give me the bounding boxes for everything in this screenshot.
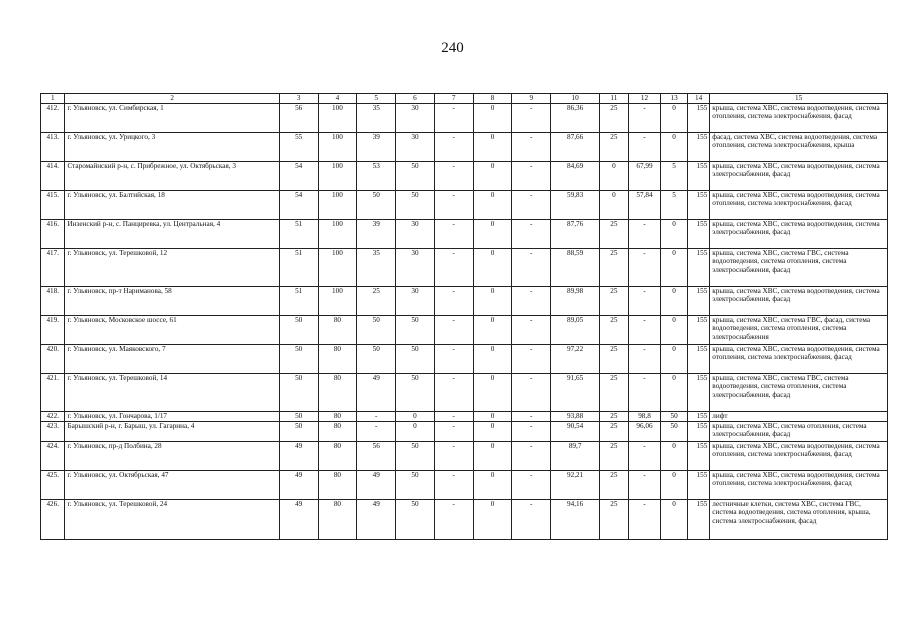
table-cell: 25 (600, 411, 629, 421)
table-cell: 155 (687, 315, 709, 344)
header-cell: 10 (551, 94, 600, 104)
table-cell: - (434, 344, 473, 373)
header-cell: 1 (41, 94, 65, 104)
table-cell: 35 (357, 103, 396, 132)
table-cell: 25 (600, 499, 629, 539)
table-cell: 0 (473, 470, 512, 499)
table-cell: 155 (687, 470, 709, 499)
table-cell: 50 (396, 190, 435, 219)
table-cell: 100 (318, 286, 357, 315)
table-cell: - (512, 286, 551, 315)
header-cell: 3 (279, 94, 318, 104)
table-cell: 67,99 (628, 161, 661, 190)
table-cell: - (512, 499, 551, 539)
address-cell: Инзенский р-н, с. Панциревка, ул. Центральная, 4 (65, 219, 279, 248)
table-cell: 50 (357, 344, 396, 373)
address-cell: г. Ульяновск, ул. Терешковой, 24 (65, 499, 279, 539)
table-cell: 50 (396, 499, 435, 539)
table-cell: 30 (396, 219, 435, 248)
header-cell: 13 (661, 94, 688, 104)
table-cell: 155 (687, 344, 709, 373)
table-cell: - (512, 373, 551, 411)
table-row (41, 373, 888, 411)
table-cell: 93,88 (551, 411, 600, 421)
table-cell: - (628, 248, 661, 286)
table-cell: - (512, 161, 551, 190)
table-cell: 49 (279, 499, 318, 539)
table-row (41, 470, 888, 499)
table-cell: 90,54 (551, 421, 600, 441)
table-cell: 50 (279, 421, 318, 441)
table-cell: 155 (687, 411, 709, 421)
table-cell: 0 (473, 132, 512, 161)
table-cell: - (628, 499, 661, 539)
table-cell: - (512, 103, 551, 132)
table-cell: - (512, 190, 551, 219)
table-cell: - (434, 248, 473, 286)
table-cell: 155 (687, 190, 709, 219)
table-cell: - (434, 190, 473, 219)
table-cell: 25 (600, 421, 629, 441)
table-cell: 97,22 (551, 344, 600, 373)
table-cell: 0 (473, 286, 512, 315)
page-number: 240 (441, 40, 464, 56)
table-cell: 5 (661, 161, 688, 190)
works-cell: крыша, система ХВС, система водоотведения, система отопления, система электроснабжения, фасад (710, 190, 888, 219)
table-cell: 155 (687, 103, 709, 132)
table-cell: - (512, 315, 551, 344)
works-cell: крыша, система ХВС, система ГВС, система водоотведения, система отопления, система электроснабжения, фасад (710, 248, 888, 286)
table-cell: 50 (279, 373, 318, 411)
header-cell: 8 (473, 94, 512, 104)
table-cell: 100 (318, 190, 357, 219)
table-cell: 53 (357, 161, 396, 190)
table-cell: 100 (318, 219, 357, 248)
table-cell: 25 (600, 286, 629, 315)
table-cell: 54 (279, 190, 318, 219)
header-cell: 14 (687, 94, 709, 104)
table-cell: 80 (318, 421, 357, 441)
table-cell: 25 (600, 132, 629, 161)
table-cell: 100 (318, 161, 357, 190)
table-cell: - (512, 411, 551, 421)
table-cell: 51 (279, 219, 318, 248)
table-cell: 50 (396, 344, 435, 373)
table-cell: 50 (396, 373, 435, 411)
table-cell: 49 (279, 470, 318, 499)
table-row (41, 411, 888, 421)
table-cell: - (628, 470, 661, 499)
table-cell: 88,59 (551, 248, 600, 286)
table-cell: 51 (279, 286, 318, 315)
table-cell: - (434, 373, 473, 411)
works-cell: крыша, система ХВС, система водоотведения, система отопления, система электроснабжения, фасад (710, 344, 888, 373)
row-number-cell: 423. (41, 421, 65, 441)
table-cell: 50 (396, 441, 435, 470)
address-cell: г. Ульяновск, Московское шоссе, 61 (65, 315, 279, 344)
table-cell: 155 (687, 248, 709, 286)
header-cell: 12 (628, 94, 661, 104)
table-cell: 0 (661, 373, 688, 411)
table-cell: 39 (357, 132, 396, 161)
table-cell: 0 (473, 103, 512, 132)
table-cell: 0 (661, 344, 688, 373)
table-cell: 30 (396, 248, 435, 286)
table-row (41, 248, 888, 286)
table-cell: 80 (318, 344, 357, 373)
table-cell: 50 (279, 315, 318, 344)
table-cell: 80 (318, 499, 357, 539)
table-cell: 25 (600, 470, 629, 499)
row-number-cell: 419. (41, 315, 65, 344)
table-cell: - (512, 421, 551, 441)
table-cell: 0 (473, 315, 512, 344)
table-cell: 0 (661, 499, 688, 539)
table-cell: 50 (279, 411, 318, 421)
address-cell: г. Ульяновск, ул. Маяковского, 7 (65, 344, 279, 373)
table-cell: 155 (687, 132, 709, 161)
table-cell: 0 (600, 190, 629, 219)
table-cell: 89,05 (551, 315, 600, 344)
table-cell: 100 (318, 103, 357, 132)
table-cell: - (434, 161, 473, 190)
table-cell: 25 (600, 373, 629, 411)
table-cell: - (434, 219, 473, 248)
table-cell: 50 (279, 344, 318, 373)
table-cell: 0 (396, 421, 435, 441)
header-cell: 11 (600, 94, 629, 104)
address-cell: г. Ульяновск, пр-т Нариманова, 58 (65, 286, 279, 315)
header-cell: 5 (357, 94, 396, 104)
table-cell: 5 (661, 190, 688, 219)
table-cell: 50 (357, 190, 396, 219)
header-cell: 9 (512, 94, 551, 104)
row-number-cell: 414. (41, 161, 65, 190)
works-cell: крыша, система ХВС, система ГВС, система водоотведения, система отопления, система электроснабжения, фасад (710, 373, 888, 411)
table-cell: 0 (661, 132, 688, 161)
table-cell: 56 (279, 103, 318, 132)
row-number-cell: 413. (41, 132, 65, 161)
row-number-cell: 424. (41, 441, 65, 470)
table-cell: 0 (473, 421, 512, 441)
table-cell: 51 (279, 248, 318, 286)
table-cell: 49 (279, 441, 318, 470)
table-row (41, 219, 888, 248)
table-header-row (41, 94, 888, 104)
table-cell: - (628, 344, 661, 373)
table-cell: 49 (357, 373, 396, 411)
table-cell: 80 (318, 373, 357, 411)
row-number-cell: 420. (41, 344, 65, 373)
table-cell: - (434, 286, 473, 315)
table-cell: 96,06 (628, 421, 661, 441)
table-cell: 50 (661, 421, 688, 441)
table-cell: 35 (357, 248, 396, 286)
address-cell: г. Ульяновск, ул. Урицкого, 3 (65, 132, 279, 161)
table-cell: 87,66 (551, 132, 600, 161)
table-cell: - (434, 411, 473, 421)
table-cell: - (512, 248, 551, 286)
table-cell: 155 (687, 219, 709, 248)
row-number-cell: 421. (41, 373, 65, 411)
table-cell: 155 (687, 499, 709, 539)
address-cell: г. Ульяновск, ул. Симбирская, 1 (65, 103, 279, 132)
table-row (41, 190, 888, 219)
table-row (41, 132, 888, 161)
row-number-cell: 426. (41, 499, 65, 539)
table-row (41, 499, 888, 539)
row-number-cell: 422. (41, 411, 65, 421)
table-row (41, 161, 888, 190)
table-cell: 155 (687, 286, 709, 315)
header-cell: 7 (434, 94, 473, 104)
table-cell: - (628, 315, 661, 344)
table-cell: 50 (396, 315, 435, 344)
table-cell: 56 (357, 441, 396, 470)
table-cell: - (628, 286, 661, 315)
table-cell: 155 (687, 373, 709, 411)
row-number-cell: 425. (41, 470, 65, 499)
table-cell: - (434, 103, 473, 132)
table-cell: 89,98 (551, 286, 600, 315)
table-cell: - (434, 421, 473, 441)
table-row (41, 344, 888, 373)
table-cell: 0 (661, 219, 688, 248)
table-row (41, 103, 888, 132)
table-cell: 80 (318, 411, 357, 421)
table-cell: 0 (473, 248, 512, 286)
table-cell: 0 (473, 373, 512, 411)
table-row (41, 441, 888, 470)
table-cell: - (512, 470, 551, 499)
table-cell: 87,76 (551, 219, 600, 248)
table-cell: 80 (318, 470, 357, 499)
table-row (41, 315, 888, 344)
table-cell: 30 (396, 286, 435, 315)
table-cell: 86,36 (551, 103, 600, 132)
table-cell: - (357, 411, 396, 421)
table-cell: 98,8 (628, 411, 661, 421)
table-row (41, 421, 888, 441)
table-cell: 50 (357, 315, 396, 344)
table-cell: 0 (661, 315, 688, 344)
table-cell: 49 (357, 470, 396, 499)
address-cell: Старомайнский р-н, с. Прибрежное, ул. Октябрьская, 3 (65, 161, 279, 190)
works-cell: крыша, система ХВС, система водоотведения, система электроснабжения, фасад (710, 161, 888, 190)
table-cell: 0 (661, 441, 688, 470)
table-cell: 0 (473, 344, 512, 373)
table-cell: - (434, 470, 473, 499)
header-cell: 4 (318, 94, 357, 104)
works-cell: крыша, система ХВС, система ГВС, фасад, система водоотведения, система отопления, система электроснабжения (710, 315, 888, 344)
table-cell: 0 (661, 248, 688, 286)
table-cell: 80 (318, 441, 357, 470)
table-cell: - (434, 315, 473, 344)
table-cell: 50 (661, 411, 688, 421)
table-cell: 155 (687, 421, 709, 441)
table-cell: 0 (473, 219, 512, 248)
table-cell: 25 (600, 219, 629, 248)
table-cell: 25 (600, 248, 629, 286)
table-cell: 0 (473, 441, 512, 470)
table-cell: 50 (396, 470, 435, 499)
registry-table (40, 93, 888, 540)
table-cell: 0 (661, 286, 688, 315)
table-cell: 89,7 (551, 441, 600, 470)
table-cell: 55 (279, 132, 318, 161)
header-cell: 15 (710, 94, 888, 104)
works-cell: крыша, система ХВС, система водоотведения, система отопления, система электроснабжения, фасад (710, 470, 888, 499)
works-cell: крыша, система ХВС, система водоотведения, система отопления, система электроснабжения, фасад (710, 441, 888, 470)
table-cell: - (434, 441, 473, 470)
table-cell: 25 (600, 103, 629, 132)
table-cell: 0 (473, 190, 512, 219)
table-cell: 50 (396, 161, 435, 190)
table-cell: 92,21 (551, 470, 600, 499)
table-cell: - (512, 344, 551, 373)
address-cell: г. Ульяновск, ул. Гончарова, 1/17 (65, 411, 279, 421)
address-cell: г. Ульяновск, пр-д Полбина, 28 (65, 441, 279, 470)
table-cell: 25 (600, 441, 629, 470)
address-cell: г. Ульяновск, ул. Терешковой, 12 (65, 248, 279, 286)
works-cell: лестничные клетки, система ХВС, система ГВС, система водоотведения, система отопления, крыша, система электроснабжения, фасад (710, 499, 888, 539)
row-number-cell: 417. (41, 248, 65, 286)
table-cell: 0 (661, 470, 688, 499)
table-cell: 84,69 (551, 161, 600, 190)
table-cell: - (628, 103, 661, 132)
table-cell: - (434, 132, 473, 161)
address-cell: г. Ульяновск, ул. Октябрьская, 47 (65, 470, 279, 499)
address-cell: г. Ульяновск, ул. Балтийская, 18 (65, 190, 279, 219)
table-cell: - (512, 441, 551, 470)
address-cell: Барышский р-н, г. Барыш, ул. Гагарина, 4 (65, 421, 279, 441)
address-cell: г. Ульяновск, ул. Терешковой, 14 (65, 373, 279, 411)
table-cell: 0 (396, 411, 435, 421)
table-cell: - (434, 499, 473, 539)
table-cell: 0 (473, 499, 512, 539)
works-cell: крыша, система ХВС, система отопления, система электроснабжения, фасад (710, 421, 888, 441)
table-cell: 30 (396, 132, 435, 161)
table-cell: 59,83 (551, 190, 600, 219)
works-cell: крыша, система ХВС, система водоотведения, система электроснабжения, фасад (710, 219, 888, 248)
row-number-cell: 415. (41, 190, 65, 219)
table-cell: - (628, 219, 661, 248)
table-cell: 57,84 (628, 190, 661, 219)
table-cell: 80 (318, 315, 357, 344)
table-cell: - (628, 373, 661, 411)
table-cell: 54 (279, 161, 318, 190)
table-cell: 155 (687, 441, 709, 470)
works-cell: лифт (710, 411, 888, 421)
table-cell: 39 (357, 219, 396, 248)
header-cell: 2 (65, 94, 279, 104)
row-number-cell: 416. (41, 219, 65, 248)
table-cell: 91,65 (551, 373, 600, 411)
table-cell: - (512, 219, 551, 248)
table-cell: 100 (318, 132, 357, 161)
table-cell: 25 (357, 286, 396, 315)
table-cell: 94,16 (551, 499, 600, 539)
table-cell: 25 (600, 344, 629, 373)
table-cell: - (628, 441, 661, 470)
table-cell: 30 (396, 103, 435, 132)
works-cell: крыша, система ХВС, система водоотведения, система электроснабжения, фасад (710, 286, 888, 315)
table-cell: 0 (473, 161, 512, 190)
table-cell: 25 (600, 315, 629, 344)
table-cell: 0 (661, 103, 688, 132)
table-cell: 100 (318, 248, 357, 286)
header-cell: 6 (396, 94, 435, 104)
row-number-cell: 412. (41, 103, 65, 132)
table-cell: 0 (600, 161, 629, 190)
table-cell: 0 (473, 411, 512, 421)
works-cell: крыша, система ХВС, система водоотведения, система отопления, система электроснабжения, фасад (710, 103, 888, 132)
table-cell: 155 (687, 161, 709, 190)
table-cell: 49 (357, 499, 396, 539)
works-cell: фасад, система ХВС, система водоотведения, система отопления, система электроснабжения, крыша (710, 132, 888, 161)
row-number-cell: 418. (41, 286, 65, 315)
table-cell: - (512, 132, 551, 161)
table-cell: - (357, 421, 396, 441)
table-row (41, 286, 888, 315)
table-cell: - (628, 132, 661, 161)
